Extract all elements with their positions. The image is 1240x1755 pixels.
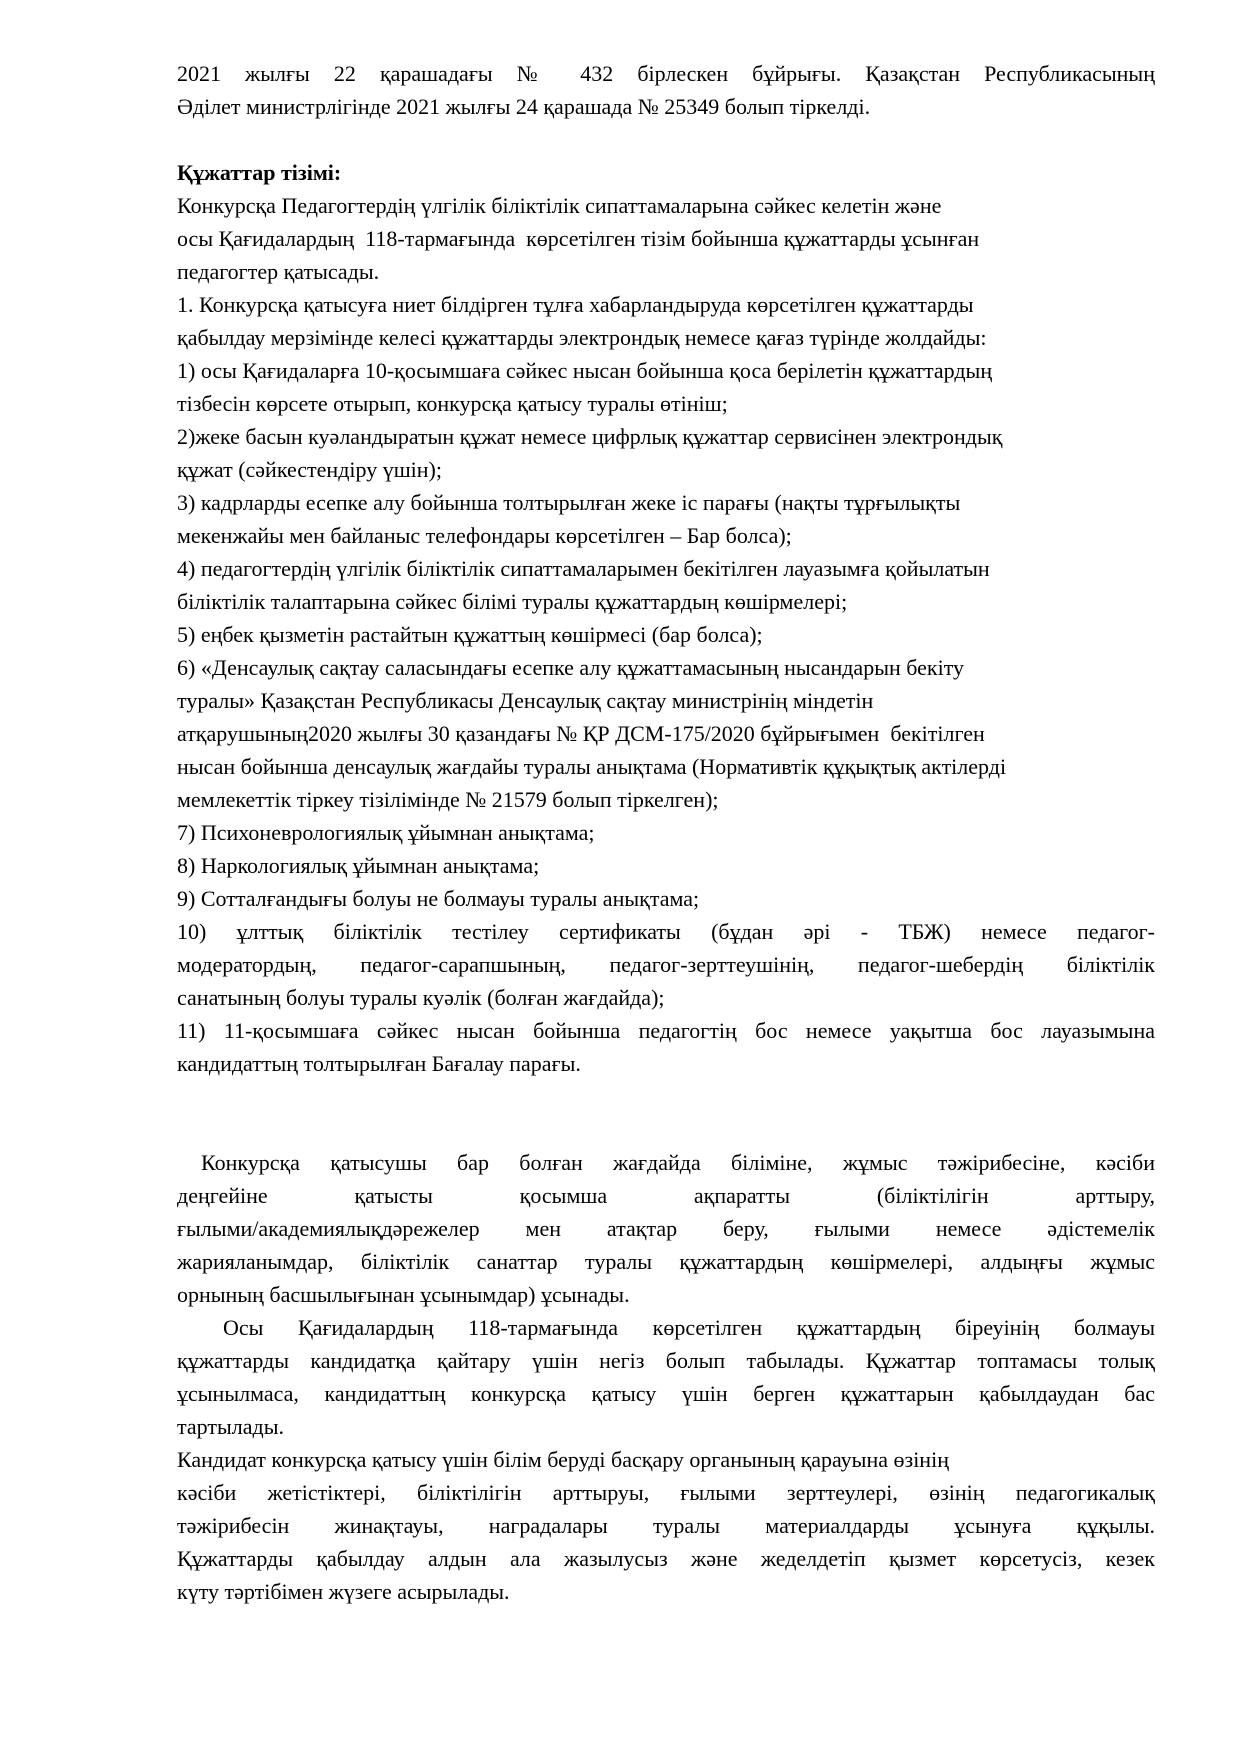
text-line: деңгейіне қатысты қосымша ақпаратты (біліктілігін арттыру, [177, 1183, 1155, 1208]
paragraph [177, 57, 1155, 123]
text-line: Кандидат конкурсқа қатысу үшін білім беруді басқару органының қарауына өзінің [177, 1447, 949, 1472]
paragraph [177, 882, 1155, 915]
text-line: педагогтер қатысады. [177, 259, 380, 284]
paragraph [177, 189, 1155, 288]
blank-line [177, 123, 1155, 156]
paragraph [177, 849, 1155, 882]
text-line: орнының басшылығынан ұсынымдар) ұсынады. [177, 1282, 630, 1307]
text-line: 8) Наркологиялық ұйымнан анықтама; [177, 853, 540, 878]
text-line: кандидаттың толтырылған Бағалау парағы. [177, 1051, 581, 1076]
text-line: Конкурсқа қатысушы бар болған жағдайда біліміне, жұмыс тәжірибесіне, кәсіби [201, 1150, 1155, 1175]
paragraph [177, 1443, 1155, 1608]
text-line: тартылады. [177, 1414, 284, 1439]
text-line: 10) ұлттық біліктілік тестілеу сертификаты (бұдан әрі - ТБЖ) немесе педагог- [177, 919, 1155, 944]
text-line: біліктілік талаптарына сәйкес білімі туралы құжаттардың көшірмелері; [177, 589, 848, 614]
text-line: 4) педагогтердің үлгілік біліктілік сипаттамаларымен бекітілген лауазымға қойылатын [177, 556, 990, 581]
paragraph [177, 915, 1155, 1014]
text-line: мекенжайы мен байланыс телефондары көрсетілген – Бар болса); [177, 523, 792, 548]
text-line: 11) 11-қосымшаға сәйкес нысан бойынша педагогтің бос немесе уақытша бос лауазымына [177, 1018, 1155, 1043]
text-line: 9) Сотталғандығы болуы не болмауы туралы анықтама; [177, 886, 700, 911]
paragraph [177, 816, 1155, 849]
text-line: 6) «Денсаулық сақтау саласындағы есепке алу құжаттамасының нысандарын бекіту [177, 655, 965, 680]
text-line: құжат (сәйкестендіру үшін); [177, 457, 442, 482]
text-line: 3) кадрларды есепке алу бойынша толтырылған жеке іс парағы (нақты тұрғылықты [177, 490, 961, 515]
paragraph [177, 1311, 1155, 1443]
paragraph [177, 354, 1155, 420]
text-line: тәжірибесін жинақтауы, наградалары туралы материалдарды ұсынуға құқылы. [177, 1513, 1155, 1538]
paragraph [177, 552, 1155, 618]
text-line: ғылыми/академиялықдәрежелер мен атақтар беру, ғылыми немесе әдістемелік [177, 1216, 1155, 1241]
text-line: күту тәртібімен жүзеге асырылады. [177, 1579, 510, 1604]
paragraph [177, 651, 1155, 816]
text-line: туралы» Қазақстан Республикасы Денсаулық сақтау министрінің міндетін [177, 688, 874, 713]
text-line: 2021 жылғы 22 қарашадағы № 432 бірлескен бұйрығы. Қазақстан Республикасының [177, 61, 1155, 86]
paragraph [177, 1146, 1155, 1311]
text-line: 5) еңбек қызметін растайтын құжаттың көшірмесі (бар болса); [177, 622, 763, 647]
text-line: құжаттарды кандидатқа қайтару үшін негіз болып табылады. Құжаттар топтамасы толық [177, 1348, 1155, 1373]
text-line: санатының болуы туралы куәлік (болған жағдайда); [177, 985, 665, 1010]
text-line: жарияланымдар, біліктілік санаттар туралы құжаттардың көшірмелері, алдыңғы жұмыс [177, 1249, 1155, 1274]
text-line: 2)жеке басын куәландыратын құжат немесе цифрлық құжаттар сервисінен электрондық [177, 424, 1003, 449]
text-line: нысан бойынша денсаулық жағдайы туралы анықтама (Нормативтік құқықтық актілерді [177, 754, 1007, 779]
text-line: 7) Психоневрологиялық ұйымнан анықтама; [177, 820, 595, 845]
paragraph [177, 420, 1155, 486]
section-heading [177, 156, 1155, 189]
text-line: қабылдау мерзімінде келесі құжаттарды электрондық немесе қағаз түрінде жолдайды: [177, 325, 987, 350]
text-line: Әділет министрлігінде 2021 жылғы 24 қарашада № 25349 болып тіркелді. [177, 94, 871, 119]
text-line: кәсіби жетістіктері, біліктілігін арттыруы, ғылыми зерттеулері, өзінің педагогикалық [177, 1480, 1155, 1505]
text-line: тізбесін көрсете отырып, конкурсқа қатысу туралы өтініш; [177, 391, 728, 416]
blank-line [177, 1080, 1155, 1146]
document-body [177, 57, 1155, 1608]
paragraph [177, 486, 1155, 552]
text-line: модератордың, педагог-сарапшының, педагог-зерттеушінің, педагог-шебердің біліктілік [177, 952, 1155, 977]
text-line: ұсынылмаса, кандидаттың конкурсқа қатысу үшін берген құжаттарын қабылдаудан бас [177, 1381, 1155, 1406]
text-line: Құжаттар тізімі: [177, 160, 342, 185]
text-line: атқарушының2020 жылғы 30 қазандағы № ҚР ДСМ-175/2020 бұйрығымен бекітілген [177, 721, 985, 746]
text-line: мемлекеттік тіркеу тізілімінде № 21579 болып тіркелген); [177, 787, 719, 812]
text-line: 1) осы Қағидаларға 10-қосымшаға сәйкес нысан бойынша қоса берілетін құжаттардың [177, 358, 993, 383]
paragraph [177, 618, 1155, 651]
text-line: 1. Конкурсқа қатысуға ниет білдірген тұлға хабарландыруда көрсетілген құжаттарды [177, 292, 974, 317]
text-line: Осы Қағидалардың 118-тармағында көрсетілген құжаттардың біреуінің болмауы [223, 1315, 1155, 1340]
text-line: Конкурсқа Педагогтердің үлгілік біліктілік сипаттамаларына сәйкес келетін және [177, 193, 942, 218]
paragraph [177, 288, 1155, 354]
text-line: Құжаттарды қабылдау алдын ала жазылусыз және жеделдетіп қызмет көрсетусіз, кезек [177, 1546, 1155, 1571]
paragraph [177, 1014, 1155, 1080]
text-line: осы Қағидалардың 118-тармағында көрсетілген тізім бойынша құжаттарды ұсынған [177, 226, 980, 251]
